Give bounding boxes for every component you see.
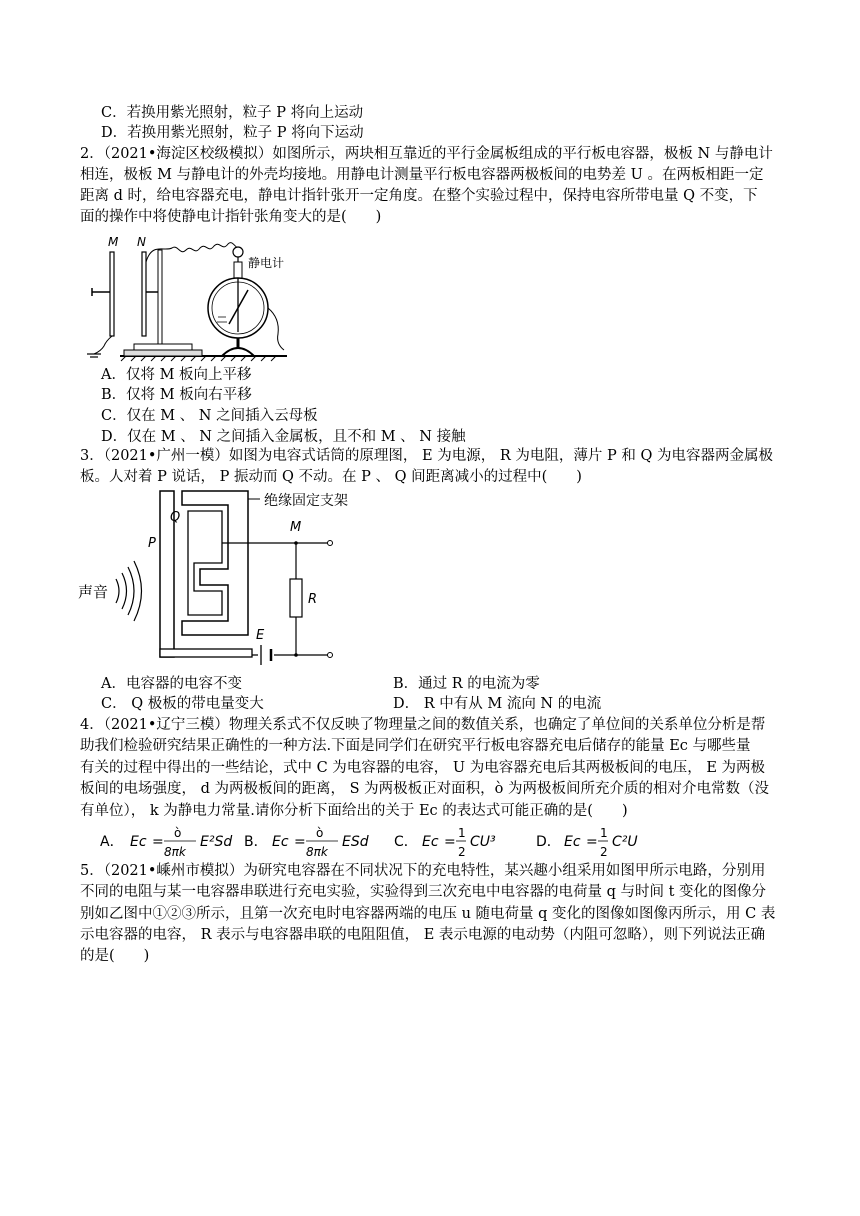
q4-option-c-ec: Ec: [422, 834, 439, 850]
q2-label-m: M: [108, 235, 119, 249]
q3-microphone-figure: [78, 487, 368, 669]
q4-option-a-eq: =: [152, 834, 164, 850]
q1-option-d: D．若换用紫光照射，粒子 P 将向下运动: [101, 125, 364, 141]
q3-label-sound: 声音: [78, 583, 109, 601]
q3-stem-line-2: 板。人对着 P 说话， P 振动而 Q 不动。在 P 、 Q 间距离减小的过程中( ): [80, 469, 582, 485]
q4-options-formulas: [96, 822, 656, 862]
q4-stem-line-2: 助我们检验研究结果正确性的一种方法.下面是同学们在研究平行板电容器充电后储存的能量 Ec 与哪些量: [80, 738, 751, 754]
q4-option-b-eq: =: [294, 834, 306, 850]
q4-option-a-tail: E²Sd: [200, 834, 233, 850]
q4-option-a-ec: Ec: [130, 834, 147, 850]
q2-option-d: D．仅在 M 、 N 之间插入金属板，且不和 M 、 N 接触: [101, 429, 466, 445]
q4-stem-line-4: 板间的电场强度， d 为两极板间的距离， S 为两极板正对面积，ò 为两极板间所充介质的相对介电常数（没: [80, 781, 769, 797]
q5-stem-line-1: 5．（2021•嵊州市模拟）为研究电容器在不同状况下的充电特性，某兴趣小组采用如图甲所示电路，分别用: [80, 863, 766, 879]
q4-option-d-label: D．: [536, 834, 561, 850]
q3-label-support: 绝缘固定支架: [264, 493, 348, 509]
q4-option-b-tail: ESd: [342, 834, 369, 850]
q4-option-c-eq: =: [444, 834, 456, 850]
q4-option-c-num: 1: [458, 826, 466, 840]
q4-option-a-den: 8πk: [164, 845, 186, 859]
q3-label-p: P: [148, 536, 156, 551]
q3-label-q: Q: [170, 510, 181, 525]
q4-option-b-num: ò: [316, 826, 324, 840]
q2-electrometer-figure: [82, 232, 292, 362]
q2-label-n: N: [137, 235, 146, 249]
q2-stem-line-3: 距离 d 时，给电容器充电，静电计指针张开一定角度。在整个实验过程中，保持电容所带电量 Q 不变，下: [80, 188, 758, 204]
q3-label-m: M: [290, 520, 302, 535]
q4-option-c-den: 2: [458, 845, 466, 859]
q4-option-d-num: 1: [600, 826, 608, 840]
q4-option-c-tail: CU³: [470, 834, 496, 850]
q4-option-b-ec: Ec: [272, 834, 289, 850]
q2-stem-line-4: 面的操作中将使静电计指针张角变大的是( ): [80, 209, 382, 225]
q2-stem-line-2: 相连，极板 M 与静电计的外壳均接地。用静电计测量平行板电容器两极板间的电势差 U 。在两板相距一定: [80, 167, 764, 183]
q5-stem-line-4: 示电容器的电容， R 表示与电容器串联的电阻阻值， E 表示电源的电动势（内阻可忽略），则下列说法正确: [80, 927, 766, 943]
q4-option-a-label: A．: [100, 834, 124, 850]
q5-stem-line-5: 的是( ): [80, 948, 150, 964]
q3-label-r: R: [308, 592, 318, 607]
q4-option-d-ec: Ec: [564, 834, 581, 850]
q2-option-c: C．仅在 M 、 N 之间插入云母板: [101, 408, 318, 424]
q2-option-a: A．仅将 M 板向上平移: [101, 367, 252, 383]
q3-option-d: D． R 中有从 M 流向 N 的电流: [393, 696, 602, 712]
q4-option-c-label: C．: [394, 834, 418, 850]
q4-option-d-tail: C²U: [612, 834, 638, 850]
q4-option-a-num: ò: [174, 826, 182, 840]
q3-stem-line-1: 3．（2021•广州一模）如图为电容式话筒的原理图， E 为电源， R 为电阻，薄片 P 和 Q 为电容器两金属极: [80, 448, 773, 464]
q4-option-b-den: 8πk: [306, 845, 328, 859]
q3-option-b: B．通过 R 的电流为零: [393, 676, 540, 692]
q3-label-e: E: [256, 628, 265, 643]
q2-option-b: B．仅将 M 板向右平移: [101, 387, 252, 403]
q4-stem-line-5: 有单位）， k 为静电力常量.请你分析下面给出的关于 Ec 的表达式可能正确的是( ): [80, 803, 628, 819]
q2-stem-line-1: 2．（2021•海淀区校级模拟）如图所示，两块相互靠近的平行金属板组成的平行板电容器，极板 N 与静电计: [80, 146, 773, 162]
q2-label-electrometer: 静电计: [248, 256, 285, 270]
q1-option-c: C．若换用紫光照射，粒子 P 将向上运动: [101, 105, 364, 121]
q3-option-a: A．电容器的电容不变: [101, 676, 242, 692]
q4-stem-line-3: 有关的过程中得出的一些结论，式中 C 为电容器的电容， U 为电容器充电后其两极板间的电压， E 为两极: [80, 760, 766, 776]
q4-option-d-eq: =: [586, 834, 598, 850]
q5-stem-line-3: 别如乙图中①②③所示，且第一次充电时电容器两端的电压 u 随电荷量 q 变化的图像如图像丙所示，用 C 表: [80, 906, 776, 922]
q5-stem-line-2: 不同的电阻与某一电容器串联进行充电实验，实验得到三次充电中电容器的电荷量 q 与时间 t 变化的图像分: [80, 884, 767, 900]
q4-stem-line-1: 4．（2021•辽宁三模）物理关系式不仅反映了物理量之间的数值关系，也确定了单位间的关系单位分析是帮: [80, 717, 766, 733]
q4-option-d-den: 2: [600, 845, 608, 859]
q4-option-b-label: B．: [244, 834, 268, 850]
q3-option-c: C． Q 极板的带电量变大: [101, 696, 264, 712]
